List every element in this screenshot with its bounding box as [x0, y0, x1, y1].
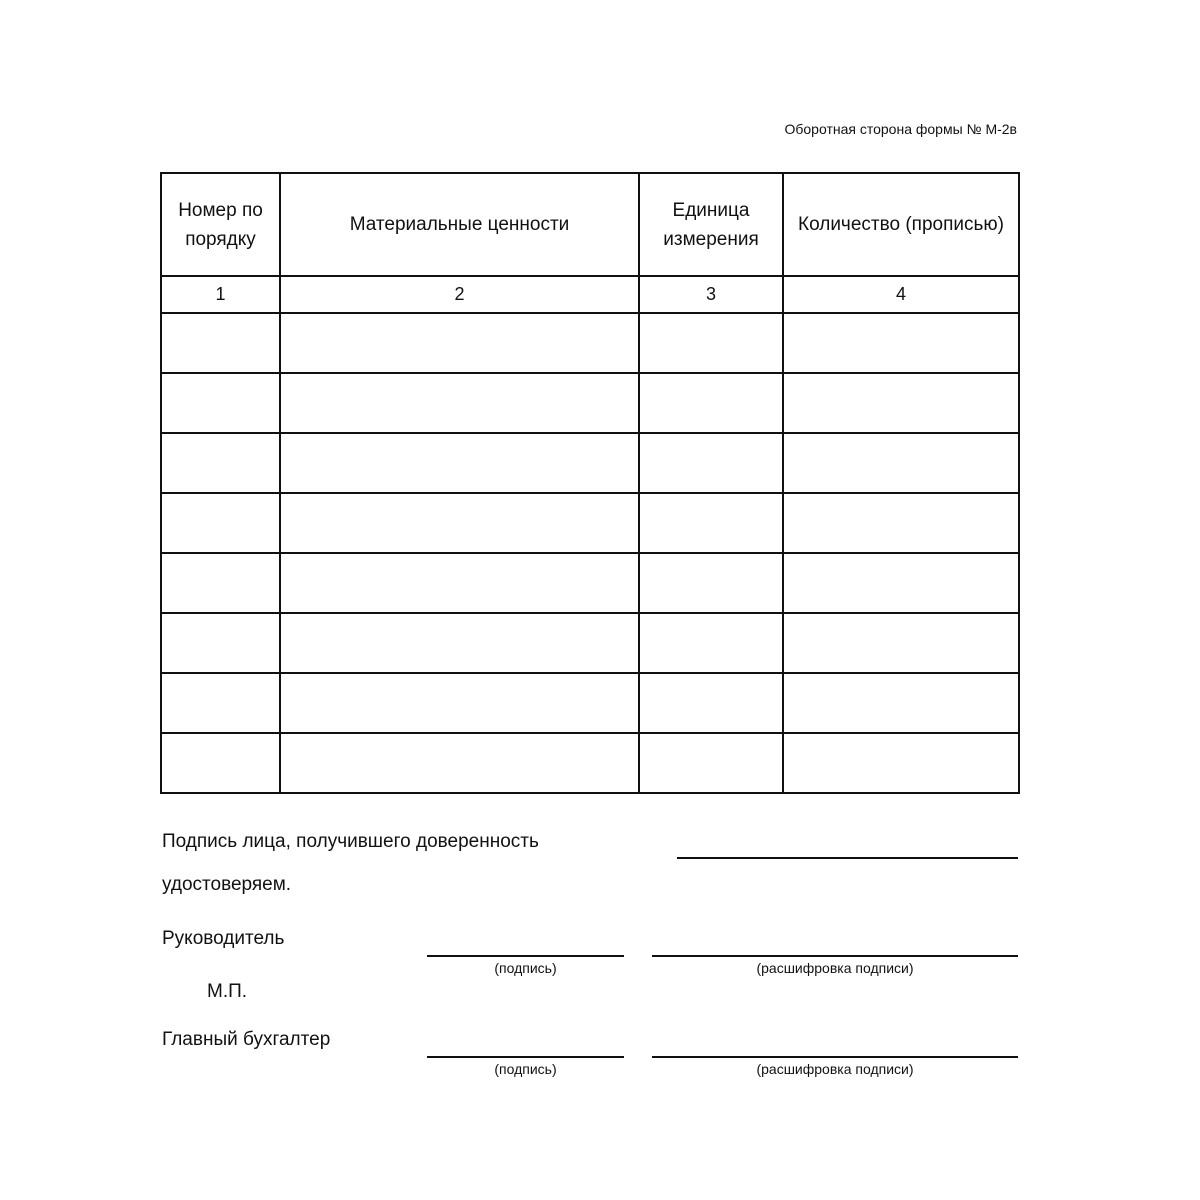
- header-quantity: Количество (прописью): [783, 173, 1019, 276]
- column-number: 3: [639, 276, 783, 313]
- table-cell[interactable]: [783, 373, 1019, 433]
- accountant-signature-line[interactable]: [427, 1056, 624, 1058]
- table-cell[interactable]: [161, 733, 280, 793]
- table-cell[interactable]: [280, 673, 639, 733]
- table-row: [161, 313, 1019, 373]
- manager-signature-hint: (подпись): [494, 960, 557, 976]
- table-cell[interactable]: [783, 553, 1019, 613]
- accountant-decoding-hint: (расшифровка подписи): [756, 1061, 914, 1077]
- column-numbers-row: [161, 276, 1019, 313]
- manager-decoding-line[interactable]: [652, 955, 1018, 957]
- manager-decoding-hint: (расшифровка подписи): [756, 960, 914, 976]
- table-cell[interactable]: [639, 613, 783, 673]
- certify-line-1: Подпись лица, получившего доверенность: [162, 831, 539, 852]
- table-cell[interactable]: [639, 733, 783, 793]
- table-cell[interactable]: [161, 433, 280, 493]
- table-cell[interactable]: [639, 373, 783, 433]
- table-cell[interactable]: [280, 493, 639, 553]
- seal-label: М.П.: [207, 981, 248, 1002]
- header-number: Номер по порядку: [161, 173, 280, 276]
- table-cell[interactable]: [783, 733, 1019, 793]
- table-cell[interactable]: [783, 613, 1019, 673]
- column-number: 1: [161, 276, 280, 313]
- column-number: 4: [783, 276, 1019, 313]
- table-row: [161, 553, 1019, 613]
- table-row: [161, 373, 1019, 433]
- table-cell[interactable]: [280, 733, 639, 793]
- table-row: [161, 493, 1019, 553]
- table-cell[interactable]: [783, 673, 1019, 733]
- header-unit: Единица измерения: [639, 173, 783, 276]
- manager-signature-line[interactable]: [427, 955, 624, 957]
- table-cell[interactable]: [280, 373, 639, 433]
- table-cell[interactable]: [280, 313, 639, 373]
- certify-signature-line[interactable]: [677, 857, 1018, 859]
- accountant-signature-hint: (подпись): [494, 1061, 557, 1077]
- table-cell[interactable]: [280, 613, 639, 673]
- manager-label: Руководитель: [162, 928, 285, 949]
- table-cell[interactable]: [161, 313, 280, 373]
- accountant-label: Главный бухгалтер: [162, 1029, 331, 1050]
- form-caption: Оборотная сторона формы № М-2в: [784, 121, 1017, 137]
- table-row: [161, 433, 1019, 493]
- table-cell[interactable]: [280, 433, 639, 493]
- column-number: 2: [280, 276, 639, 313]
- header-row: [161, 173, 1019, 276]
- table-cell[interactable]: [783, 313, 1019, 373]
- table-cell[interactable]: [161, 493, 280, 553]
- table-cell[interactable]: [783, 433, 1019, 493]
- header-material-values: Материальные ценности: [280, 173, 639, 276]
- table-cell[interactable]: [161, 673, 280, 733]
- table-cell[interactable]: [639, 553, 783, 613]
- accountant-decoding-line[interactable]: [652, 1056, 1018, 1058]
- table-cell[interactable]: [161, 373, 280, 433]
- table-cell[interactable]: [280, 553, 639, 613]
- table-cell[interactable]: [639, 493, 783, 553]
- table-row: [161, 673, 1019, 733]
- table-row: [161, 613, 1019, 673]
- table-cell[interactable]: [161, 613, 280, 673]
- table-cell[interactable]: [639, 673, 783, 733]
- table-cell[interactable]: [639, 313, 783, 373]
- table-row: [161, 733, 1019, 793]
- certify-line-2: удостоверяем.: [162, 874, 292, 895]
- table-cell[interactable]: [161, 553, 280, 613]
- items-table: [160, 172, 1020, 794]
- table-cell[interactable]: [639, 433, 783, 493]
- table-cell[interactable]: [783, 493, 1019, 553]
